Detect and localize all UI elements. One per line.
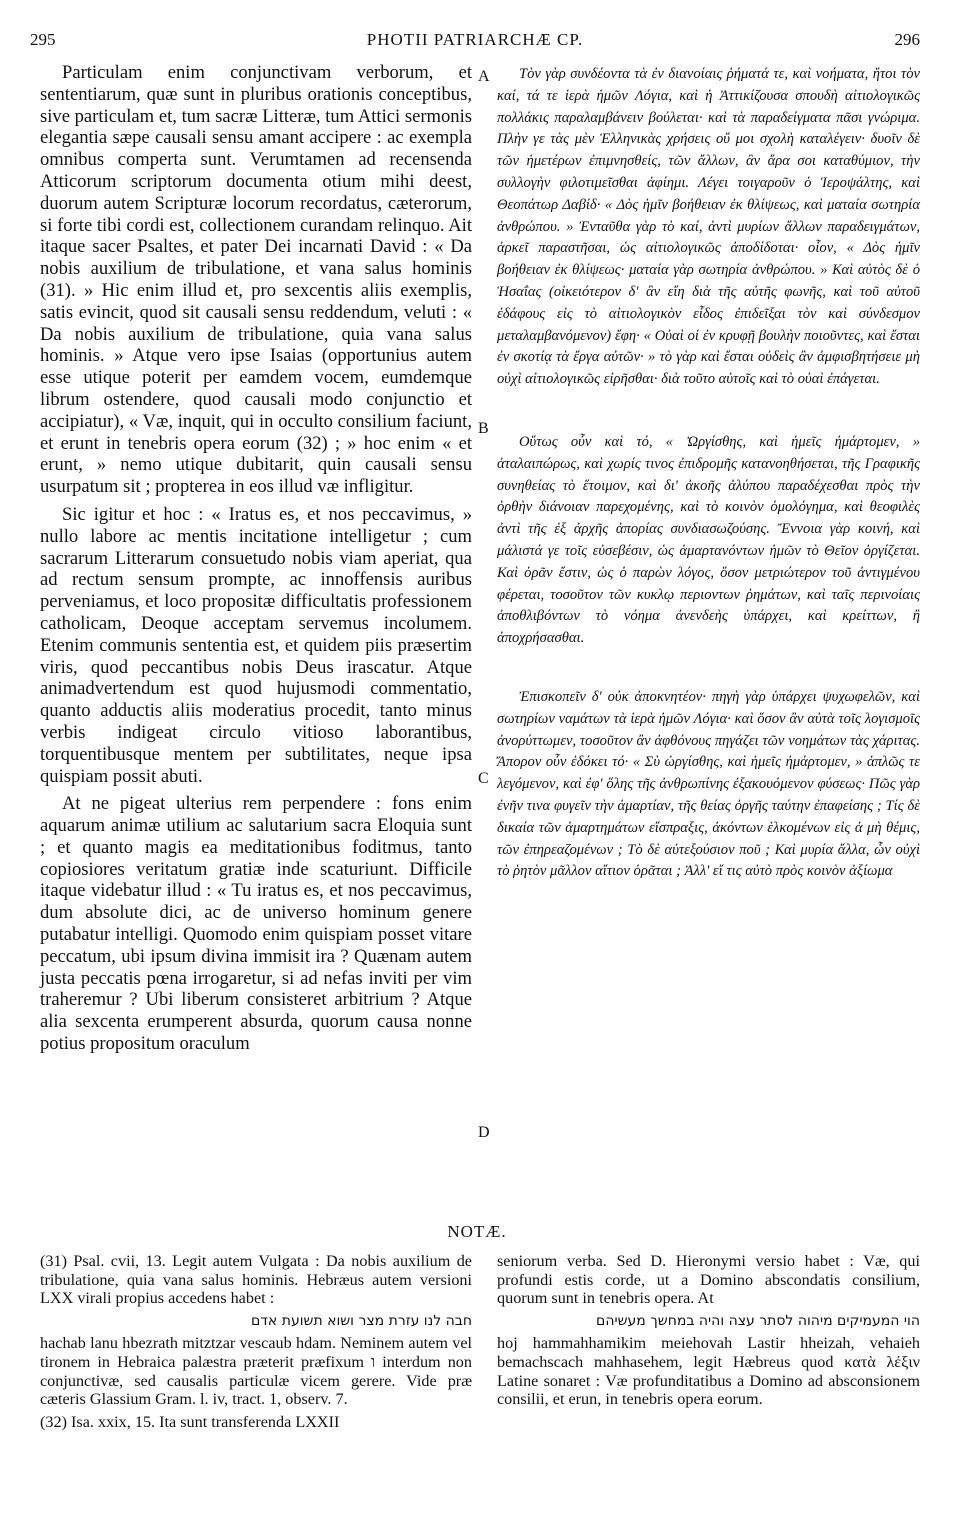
latin-paragraph: At ne pigeat ulterius rem perpendere : fons enim aquarum animæ utilium ac salutarium sacra Eloquia sunt ; et quanto magis ea meditationibus foditmus, tanto copiosiores veritatum gratiæ inde scaturiunt. Difficile itaque videbatur illud : « Tu iratus es, et nos peccavimus, dum absolute dici, ac de universo hominum genere putabatur intelligi. Quomodo enim quispiam posset vitare peccatum, ubi ipsum divina immisit ira ? Quænam autem justa peccatis pœna irrogaretur, si ad nefas inviti per vim traheremur ? Ubi liberum consisteret arbitrium ? Atque alia sexcenta erumperent absurda, quorum causa nonne potius propositum oraculum <box>40 793 472 1055</box>
notes-right-column <box>497 1252 920 1413</box>
margin-letter-c: C <box>478 770 489 787</box>
note-text: hoj hammahhamikim meiehovah Lastir hheizah, vehaieh bemachscach mahhasehem, legit Hæbreus quod κατὰ λέξιν Latine sonaret : Væ profunditatibus a Domino ad absconsionem consilii, et erun, in tenebris opera eorum. <box>497 1334 920 1409</box>
latin-paragraph: Sic igitur et hoc : « Iratus es, et nos peccavimus, » nullo labore ac mentis incitatione intelligetur ; cum sacrarum Litterarum consuetudo nobis viam aperiat, qua ad rectum sensum prompte, ac innoffensis auribus perveniamus, et loco propositæ difficultatis professionem catholicam, Deoque acceptam servemus incolumem. Etenim communis sententia est, et quidem piis præsertim viris, quod peccantibus nobis Deus irascatur. Atque animadvertendum est quod hujusmodi commentatio, quanto adductis aliis moderatius procedit, tanto minus verbis indigeat circulo vitioso laborantibus, torquentibusque mentem per subtilitates, neque ipsa quispiam possit abuti. <box>40 503 472 787</box>
latin-paragraph: Particulam enim conjunctivam verborum, et sententiarum, quæ sunt in pluribus orationis conceptibus, sive particulam et, tum sacræ Litteræ, tum Attici sermonis elegantia sæpe causali sensu amant accipere : ac exempla omnibus comperta sunt. Verumtamen ad recensenda Atticorum scriptorum documenta otium mihi deest, duorum autem Scripturæ locorum recordatus, cæterorum, si forte tibi cordi est, collectionem curandam relinquo. Ait itaque sacer Psaltes, et pater Dei incarnati David : « Da nobis auxilium de tribulatione, et vana salus hominis (31). » Hic enim illud et, pro sexcentis aliis exemplis, satis evincit, quod sit causali sensu reddendum, veluti : « Da nobis auxilium de tribulatione, quia vana salus hominis. » Atque vero ipse Isaias (opportunius autem esse utique poterit per eamdem vocem, eumdemque librum ostendere, quod causali modo conjunctio et accipiatur), « Væ, inquit, qui in occulto consilium faciunt, et erunt in tenebris opera eorum (32) ; » hoc enim « et erunt, » nemo utique dubitarit, quin causali sensu usurpatum sit ; propterea in eos illud væ infligitur. <box>40 62 472 498</box>
greek-column <box>497 64 920 883</box>
running-title: PHOTII PATRIARCHÆ CP. <box>366 30 584 49</box>
note-text: hachab lanu hbezrath mitztzar vescaub hdam. Neminem autem vel tironem in Hebraica palæstra præterit præfixum ו interdum non conjunctivæ, sed causalis particulæ vicem gerere. Vide præ cæteris Glassium Gram. l. iv, tract. 1, observ. 7. <box>40 1334 472 1409</box>
note-text: (31) Psal. cvii, 13. Legit autem Vulgata : Da nobis auxilium de tribulatione, quia vana salus hominis. Hebræus autem versioni LXX virali propius accedens habet : <box>40 1252 472 1308</box>
margin-letter-b: B <box>478 420 489 437</box>
hebrew-quote: חבה לנו עזרת מצר ושוא תשועת אדם <box>251 1312 472 1329</box>
page-header <box>30 30 920 56</box>
notes-left-column <box>40 1252 472 1435</box>
note-text: seniorum verba. Sed D. Hieronymi versio habet : Væ, qui profundi estis corde, ut a Domino abscondatis consilium, quorum sunt in tenebris opera. At <box>497 1252 920 1308</box>
greek-paragraph: Οὕτως οὖν καὶ τό, « Ὠργίσθης, καὶ ἡμεῖς ἡμάρτομεν, » ἀταλαιπώρως, καὶ χωρίς τινος ἐπιδρομῆς κατανοηθήσεται, τῆς Γραφικῆς συνηθείας τὸ ἕτοιμον, καὶ δι' ἀκοῆς ἀλύπου παραδέχεσθαι πρὸς τὴν ὀρθὴν διάνοιαν παρεχομένης, καὶ τὸ κοινὸν ὁμολόγημα, καὶ θεοφιλὲς ἀντὶ τῆς ἐξ ἀρχῆς ἀπορίας συνδιασωζούσης. Ἔννοια γὰρ κοινή, καὶ μάλιστά γε τοῖς εὐσεβέσιν, ὡς ἁμαρτανόντων ἡμῶν τὸ Θεῖον ὀργίζεται. Καὶ ὁρᾶν ἔστιν, ὡς ὁ παρὼν λόγος, ὅσον μετριώτερον τοῦ ἀντιγμένου φέρεται, τοσοῦτον τῶν κυκλῳ περιοντων ῥημάτων, καὶ ταῖς περινοίαις ἀποθλιβόντων τὸ νόημα ἀνενδεὴς ὑπάρχει, καὶ κρείττων, ἢ ἀποχρήσασθαι. <box>497 433 920 647</box>
greek-paragraph: Ἐπισκοπεῖν δ' οὐκ ἀποκνητέον· πηγὴ γὰρ ὑπάρχει ψυχωφελῶν, καὶ σωτηρίων ναμάτων τὰ ἱερὰ ἡμῶν Λόγια· καὶ ὅσον ἂν αὐτὰ τοῖς λογισμοῖς ἀνορύττωμεν, τοσοῦτον ἂν ἀφθόνους πηγάζει τῶν νοημάτων τὰς χάριτας. Ἄπορον οὖν ἐδόκει τό· « Σὺ ὠργίσθης, καὶ ἡμεῖς ἡμάρτομεν, » ἁπλῶς τε λεγόμενον, καὶ ἐφ' ὅλης τῆς ἀνθρωπίνης ἐξακουόμενον φύσεως· Πῶς γὰρ ἐνῆν τινα φυγεῖν τὴν ἁμαρτίαν, τῆς θείας ὀργῆς ταύτην ἐπαφείσης ; Τίς δὲ δικαία τῶν ἁμαρτημάτων εἴσπραξις, ἀκόντων ἑλκομένων εἰς ἀ μὴ θέμις, τῶν ἐπηρεαζομένων ; Τὸ δὲ αὐτεξούσιον ποῦ ; Καὶ μυρία ἄλλα, ὧν οὐχὶ τὸ ῥητὸν μᾶλλον αἴτιον ὁρᾶται ; Ἀλλ' εἴ τις αὐτὸ πρὸς κοινὸν ἀξίωμα <box>497 688 920 880</box>
page-number-left: 295 <box>30 30 56 49</box>
notes-heading: NOTÆ. <box>447 1222 507 1241</box>
latin-column <box>40 62 472 1055</box>
note-text: (32) Isa. xxix, 15. Ita sunt transferenda LXXII <box>40 1412 340 1431</box>
margin-letter-d: D <box>478 1124 490 1141</box>
page-number-right: 296 <box>894 30 920 49</box>
greek-paragraph: Τὸν γὰρ συνδέοντα τὰ ἐν διανοίαις ῥήματά τε, καὶ νοήματα, ἤτοι τὸν καί, τά τε ἱερὰ ἡμῶν Λόγια, καὶ ἡ Ἀττικίζουσα σπουδὴ αἰτιολογικῶς πολλάκις παραλαμβάνειν βούλεται· καὶ τὰ παραδείγματα πᾶσι γνώριμα. Πλὴν γε τὰς μὲν Ἑλληνικὰς χρήσεις οὔ μοι σχολὴ καταλέγειν· δυοῖν δὲ τῶν ἡμετέρων ἐπιμνησθείς, τῶν ἄλλων, ἂν ἄρα σοι καταθύμιον, τὴν συλλογὴν φιλοτιμεῖσθαι ἀφίημι. Λέγει τοιγαροῦν ὁ Ἱεροψάλτης, καὶ Θεοπάτωρ Δαβίδ· « Δὸς ἡμῖν βοήθειαν ἐκ θλίψεως, καὶ ματαία σωτηρία ἀνθρώπου. » Ἐνταῦθα γὰρ τὸ καί, ἀντὶ μυρίων ἄλλων παραδειγμάτων, ἀρκεῖ παραστῆσαι, ὡς αἰτιολογικῶς ἀποδίδοται· οἷον, « Δὸς ἡμῖν βοήθειαν ἐκ θλίψεως· ματαία γὰρ σωτηρία ἀνθρώπου. » Καὶ αὐτὸς δὲ ὁ Ἡσαΐας (οἰκειότερον δ' ἂν εἴη διὰ τῆς αὐτῆς φωνῆς, καὶ τοῦ αὐτοῦ ἐδάφους εἰς τὸ αἰτιολογικὸν εἶδος ἐπιδεῖξαι τὸν καὶ σύνδεσμον μεταλαμβανόμενον) ἔφη· « Οὐαὶ οἱ ἐν κρυφῇ βουλὴν ποιοῦντες, καὶ ἔσται ἐν σκοτίᾳ τὰ ἔργα αὐτῶν· » τὸ γὰρ καὶ ἔσται οὐδεὶς ἂν ἀμφισβητήσειε μὴ οὐχὶ αἰτιολογικῶς εἰρῆσθαι· διὰ τοῦτο αὐτοῖς καὶ τὸ οὐαὶ ἐπάγεται. <box>497 66 920 388</box>
margin-letter-a: A <box>478 68 490 85</box>
hebrew-quote: הוי המעמיקים מיהוה לסתר עצה והיה במחשך מעשיהם <box>596 1312 920 1329</box>
